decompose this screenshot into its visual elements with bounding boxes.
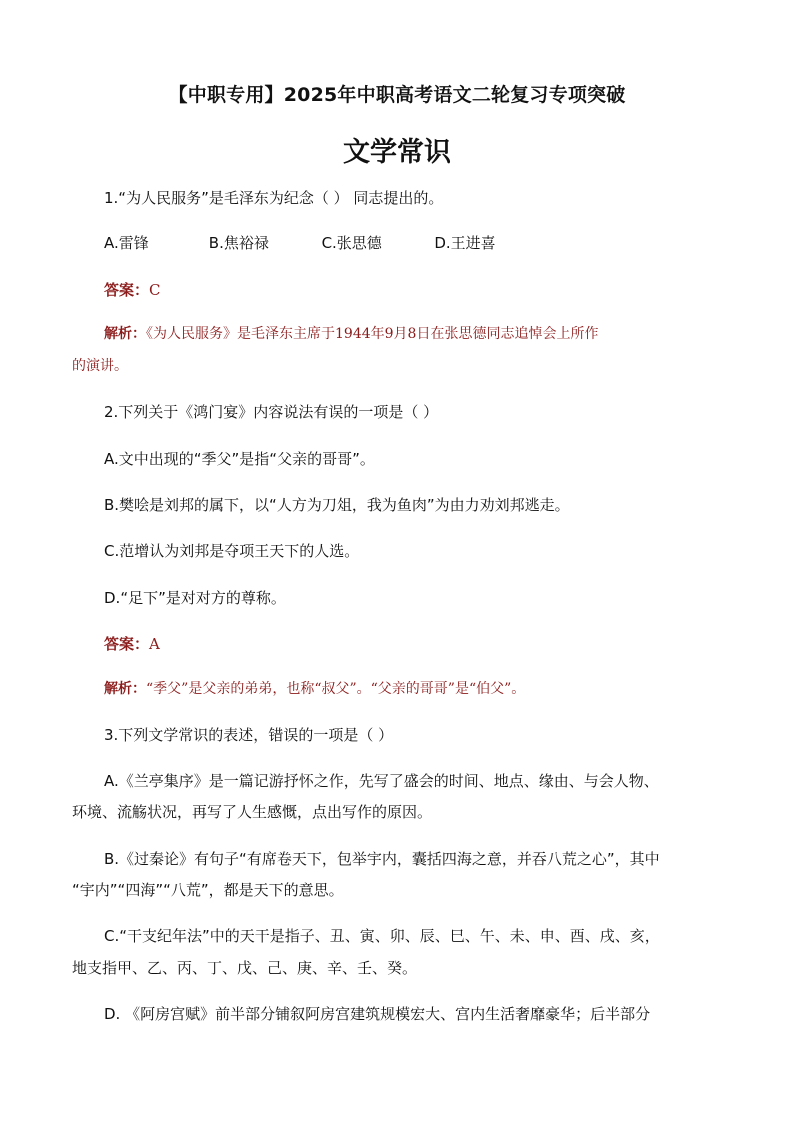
q3-option-a-cont: 环境、流觞状况，再写了人生感慨，点出写作的原因。 [72,803,433,821]
q1-answer-label: 答案： [104,281,150,299]
q3-option-b-cont: “宇内”“四海”“八荒”，都是天下的意思。 [72,881,344,899]
q1-answer [104,276,698,304]
q2-analysis [104,675,698,703]
q3-option-b: B.《过秦论》有句子“有席卷天下，包举宇内，囊括四海之意，并吞八荒之心”，其中 [104,850,660,868]
q1-analysis-text: 《为人民服务》是毛泽东主席于1944年9月8日在张思德同志追悼会上所作 [146,326,599,342]
q2-analysis-label: 解析： [104,681,146,697]
q2-answer-value: A [149,635,160,653]
q2-option-b: B.樊哙是刘邦的属下，以“人方为刀俎，我为鱼肉”为由力劝刘邦逃走。 [104,496,570,514]
q2-option-c: C.范增认为刘邦是夺项王天下的人选。 [104,542,360,560]
q3-option-a: A.《兰亭集序》是一篇记游抒怀之作，先写了盛会的时间、地点、缘由、与会人物、 [104,772,659,790]
q1-option-d: D.王进喜 [434,234,496,252]
q1-option-b: B.焦裕禄 [208,234,269,252]
q1-analysis-label: 解析： [104,326,146,342]
q2-stem: 2.下列关于《鸿门宴》内容说法有误的一项是（ ） [104,403,439,421]
q2-answer [104,630,698,658]
q3-option-c: C.“干支纪年法”中的天干是指子、丑、寅、卯、辰、巳、午、未、申、酉、戌、亥， [104,927,660,945]
q2-analysis-text: “季父”是父亲的弟弟，也称“叔父”。“父亲的哥哥”是“伯父”。 [146,681,526,697]
q3-option-d: D. 《阿房宫赋》前半部分铺叙阿房宫建筑规模宏大、宫内生活奢靡豪华；后半部分 [104,1005,651,1023]
q1-answer-value: C [149,281,161,299]
q1-analysis-cont: 的演讲。 [72,358,128,374]
document-title: 【中职专用】2025年中职高考语文二轮复习专项突破 [168,84,626,106]
q3-option-c-cont: 地支指甲、乙、丙、丁、戊、己、庚、辛、壬、癸。 [72,959,418,977]
q1-analysis [104,320,698,348]
q1-option-c: C.张思德 [321,234,382,252]
q1-option-a: A.雷锋 [104,234,149,252]
q2-answer-label: 答案： [104,635,150,653]
q2-option-d: D.“足下”是对对方的尊称。 [104,589,286,607]
q3-stem: 3.下列文学常识的表述，错误的一项是（ ） [104,726,394,744]
q1-stem: 1.“为人民服务”是毛泽东为纪念（ ） 同志提出的。 [104,189,444,207]
q2-option-a: A.文中出现的“季父”是指“父亲的哥哥”。 [104,450,375,468]
q1-options [104,229,698,257]
document-subtitle: 文学常识 [343,137,451,168]
